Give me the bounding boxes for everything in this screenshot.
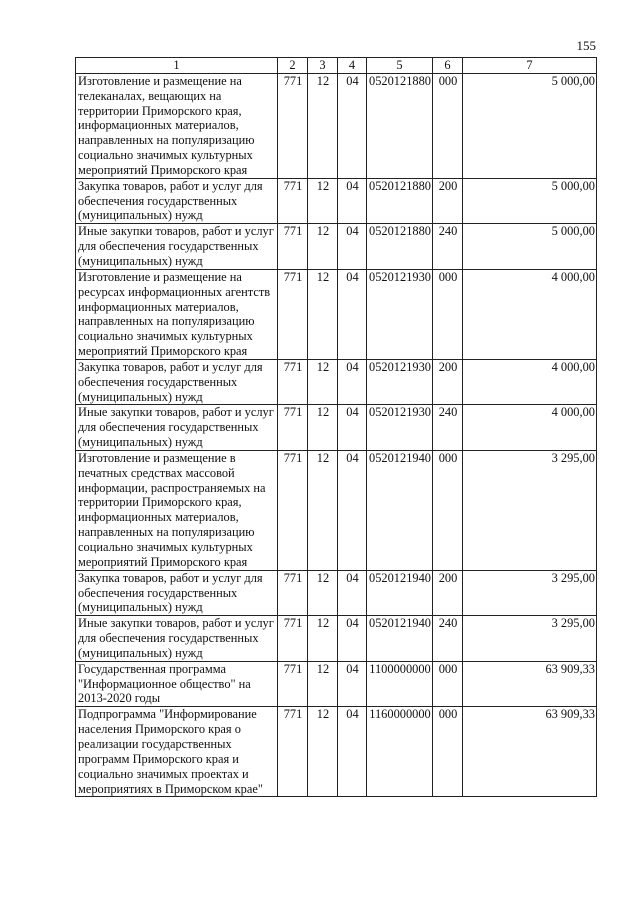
budget-table [75,57,597,797]
row-name-cell: Иные закупки товаров, работ и услуг для обеспечения государственных (муниципальных) нужд [76,616,278,662]
row-csr-cell: 0520121940 [367,570,433,616]
row-sum-cell: 63 909,33 [463,707,597,797]
page-number: 155 [576,38,596,53]
row-rz-cell: 12 [308,616,338,662]
row-pr-cell: 04 [338,616,367,662]
row-pr-cell: 04 [338,707,367,797]
row-pr-cell: 04 [338,405,367,451]
row-csr-cell: 0520121940 [367,616,433,662]
row-pr-cell: 04 [338,224,367,270]
row-rz-cell: 12 [308,450,338,570]
row-name-cell: Государственная программа "Информационное общество" на 2013-2020 годы [76,661,278,707]
row-rz-cell: 12 [308,178,338,224]
row-sum-cell: 5 000,00 [463,73,597,178]
row-ved-cell: 771 [278,224,308,270]
table-row [76,707,597,797]
row-csr-cell: 1100000000 [367,661,433,707]
column-header-2: 2 [278,58,308,74]
row-pr-cell: 04 [338,450,367,570]
column-header-7: 7 [463,58,597,74]
row-ved-cell: 771 [278,661,308,707]
row-vr-cell: 240 [433,224,463,270]
row-name-cell: Иные закупки товаров, работ и услуг для обеспечения государственных (муниципальных) нужд [76,405,278,451]
row-ved-cell: 771 [278,570,308,616]
row-vr-cell: 240 [433,405,463,451]
row-rz-cell: 12 [308,570,338,616]
row-rz-cell: 12 [308,269,338,359]
row-csr-cell: 0520121940 [367,450,433,570]
table-row [76,570,597,616]
row-sum-cell: 5 000,00 [463,224,597,270]
row-vr-cell: 000 [433,661,463,707]
row-vr-cell: 000 [433,707,463,797]
row-sum-cell: 4 000,00 [463,269,597,359]
row-name-cell: Закупка товаров, работ и услуг для обеспечения государственных (муниципальных) нужд [76,178,278,224]
row-sum-cell: 4 000,00 [463,405,597,451]
row-vr-cell: 200 [433,359,463,405]
table-row [76,269,597,359]
row-csr-cell: 0520121880 [367,73,433,178]
row-vr-cell: 000 [433,450,463,570]
row-vr-cell: 000 [433,73,463,178]
row-ved-cell: 771 [278,269,308,359]
row-ved-cell: 771 [278,707,308,797]
row-ved-cell: 771 [278,450,308,570]
row-rz-cell: 12 [308,73,338,178]
row-rz-cell: 12 [308,405,338,451]
table-row [76,178,597,224]
table-row [76,359,597,405]
row-ved-cell: 771 [278,405,308,451]
row-sum-cell: 3 295,00 [463,570,597,616]
row-vr-cell: 200 [433,570,463,616]
column-header-1: 1 [76,58,278,74]
row-vr-cell: 240 [433,616,463,662]
row-rz-cell: 12 [308,661,338,707]
row-sum-cell: 3 295,00 [463,450,597,570]
row-name-cell: Иные закупки товаров, работ и услуг для обеспечения государственных (муниципальных) нужд [76,224,278,270]
row-pr-cell: 04 [338,269,367,359]
row-ved-cell: 771 [278,73,308,178]
column-header-5: 5 [367,58,433,74]
row-pr-cell: 04 [338,178,367,224]
column-header-4: 4 [338,58,367,74]
row-ved-cell: 771 [278,616,308,662]
row-rz-cell: 12 [308,707,338,797]
column-header-3: 3 [308,58,338,74]
row-sum-cell: 3 295,00 [463,616,597,662]
row-pr-cell: 04 [338,661,367,707]
row-csr-cell: 0520121930 [367,405,433,451]
table-row [76,405,597,451]
row-pr-cell: 04 [338,570,367,616]
table-row [76,450,597,570]
row-ved-cell: 771 [278,178,308,224]
row-rz-cell: 12 [308,359,338,405]
row-name-cell: Изготовление и размещение в печатных средствах массовой информации, распространяемых на территории Приморского края, информационных материалов, направленных на популяризацию социально значимых культурных мероприятий Приморского края [76,450,278,570]
table-row [76,661,597,707]
column-header-6: 6 [433,58,463,74]
table-row [76,616,597,662]
row-csr-cell: 0520121880 [367,224,433,270]
row-name-cell: Подпрограмма "Информирование населения Приморского края о реализации государственных программ Приморского края и социально значимых проектах и мероприятиях в Приморском крае" [76,707,278,797]
row-vr-cell: 000 [433,269,463,359]
row-csr-cell: 1160000000 [367,707,433,797]
row-pr-cell: 04 [338,73,367,178]
row-name-cell: Закупка товаров, работ и услуг для обеспечения государственных (муниципальных) нужд [76,359,278,405]
row-sum-cell: 63 909,33 [463,661,597,707]
row-rz-cell: 12 [308,224,338,270]
row-csr-cell: 0520121930 [367,359,433,405]
row-csr-cell: 0520121930 [367,269,433,359]
row-name-cell: Изготовление и размещение на телеканалах, вещающих на территории Приморского края, информационных материалов, направленных на популяризацию социально значимых культурных мероприятий Приморского края [76,73,278,178]
row-sum-cell: 5 000,00 [463,178,597,224]
row-ved-cell: 771 [278,359,308,405]
table-row [76,73,597,178]
header-row [76,58,597,74]
row-vr-cell: 200 [433,178,463,224]
row-sum-cell: 4 000,00 [463,359,597,405]
row-pr-cell: 04 [338,359,367,405]
row-name-cell: Закупка товаров, работ и услуг для обеспечения государственных (муниципальных) нужд [76,570,278,616]
table-row [76,224,597,270]
row-name-cell: Изготовление и размещение на ресурсах информационных агентств информационных материалов, направленных на популяризацию социально значимых культурных мероприятий Приморского края [76,269,278,359]
row-csr-cell: 0520121880 [367,178,433,224]
